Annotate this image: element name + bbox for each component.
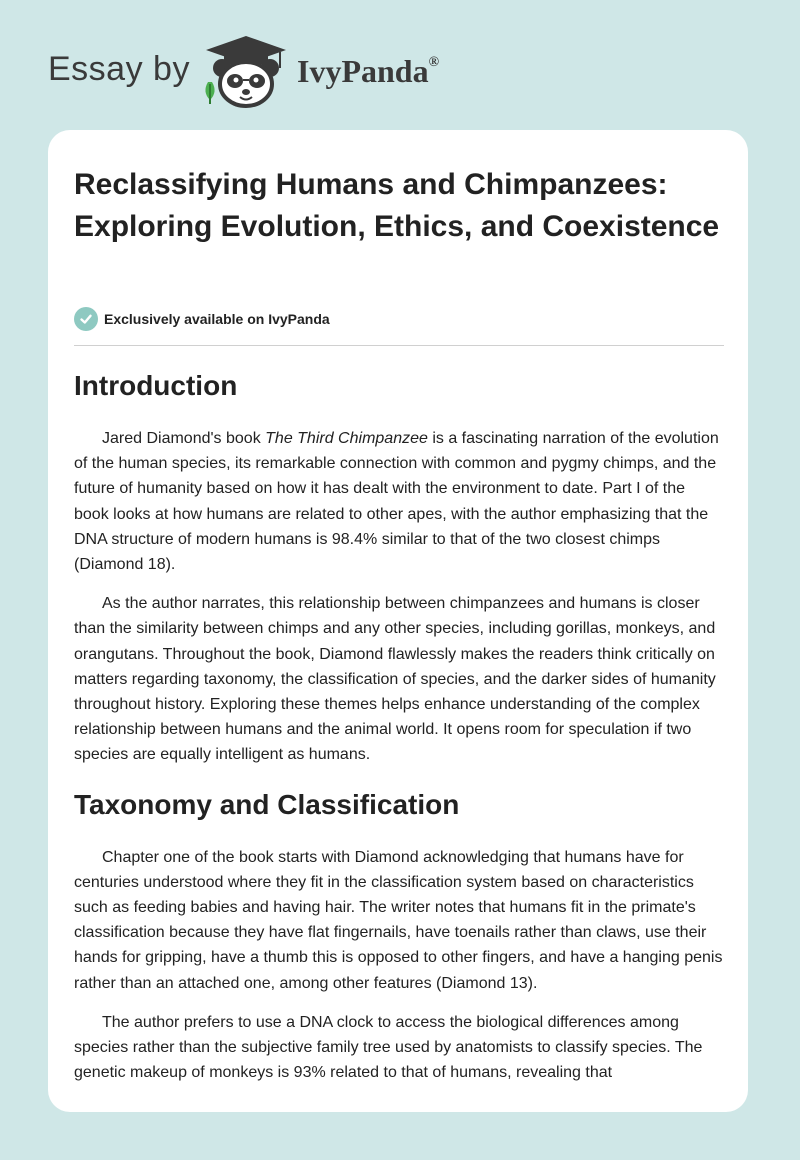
article-body — [74, 366, 724, 1085]
brand-text: IvyPanda — [297, 53, 429, 89]
section-heading-taxonomy: Taxonomy and Classification — [74, 788, 460, 820]
article-title: Reclassifying Humans and Chimpanzees: Exploring Evolution, Ethics, and Coexistence — [74, 168, 720, 243]
brand-name[interactable] — [297, 53, 439, 90]
exclusive-label: Exclusively available on IvyPanda — [104, 311, 330, 327]
registered-mark: ® — [428, 55, 440, 70]
checkmark-icon — [74, 307, 98, 331]
paragraph-text: Jared Diamond's book — [102, 430, 266, 447]
paragraph: The author prefers to use a DNA clock to access the biological differences among species rather than the subjective family tree used by anatomists to classify species. The genetic makeup of monkeys is 93% related to that of humans, revealing that — [74, 1013, 703, 1082]
exclusive-badge — [74, 306, 330, 332]
essay-by-label: Essay by — [48, 50, 190, 88]
panda-logo-icon — [198, 34, 294, 108]
section-heading-introduction: Introduction — [74, 370, 238, 401]
book-title: The Third Chimpanzee — [265, 430, 428, 447]
paragraph: As the author narrates, this relationship between chimpanzees and humans is closer than the similarity between chimps and any other species, including gorillas, monkeys, and orangutans. Throughout the book, Diamond flawlessly makes the readers think critically on matters regarding taxonomy, the classification of species, and the darker sides of humanity throughout history. Exploring these themes helps enhance understanding of the complex relationship between humans and the animal world. It opens room for speculation if two species are equally intelligent as humans. — [74, 595, 716, 764]
site-header — [0, 0, 800, 130]
paragraph-text: is a fascinating narration of the evolution of the human species, its remarkable connection with common and pygmy chimps, and the future of humanity based on how it has dealt with the environment to date. Part I of the book looks at how humans are related to other apes, with the author emphasizing that the DNA structure of modern humans is 98.4% similar to that of the two closest chimps (Diamond 18). — [74, 430, 719, 574]
title-divider — [74, 345, 724, 346]
article-card — [48, 130, 748, 1112]
paragraph — [74, 426, 724, 577]
paragraph: Chapter one of the book starts with Diamond acknowledging that humans have for centuries understood where they fit in the classification system based on characteristics such as feeding babies and having hair. The writer notes that humans fit in the primate's classification because they have flat fingernails, have toenails rather than claws, use their hands for gripping, have a thumb this is opposed to other fingers, and have a hanging penis rather than an attached one, among other features (Diamond 13). — [74, 848, 723, 992]
